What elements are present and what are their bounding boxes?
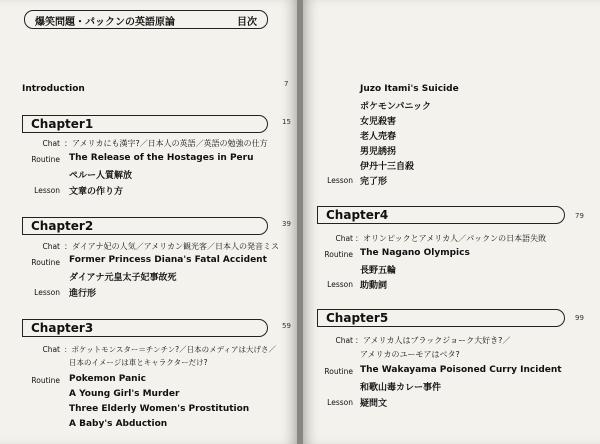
chapter4-routine-en: The Nagano Olympics xyxy=(360,248,470,258)
toc-label: 目次 xyxy=(237,17,257,28)
chapter2-routine-en: Former Princess Diana's Fatal Accident xyxy=(69,255,267,265)
continued-routine-jp-1: ポケモンパニック xyxy=(360,102,432,112)
chapter3-routine-label: Routine xyxy=(31,376,60,385)
chapter5-routine-en: The Wakayama Poisoned Curry Incident xyxy=(360,365,562,375)
chapter3-label: Chapter3 xyxy=(31,321,94,335)
continued-routine-jp-3: 老人売春 xyxy=(360,132,397,142)
continued-routine-en-1: Juzo Itami's Suicide xyxy=(360,84,459,94)
chapter5-routine-label: Routine xyxy=(324,367,353,376)
chapter1-routine-jp: ペルー人質解放 xyxy=(69,171,133,181)
chapter5-label: Chapter5 xyxy=(326,311,389,325)
chapter5-lesson-label: Lesson xyxy=(327,398,353,407)
chapter2-heading xyxy=(22,217,268,235)
chapter5-lesson: 疑問文 xyxy=(360,399,388,409)
chapter2-chat-label: Chat xyxy=(42,242,60,251)
running-header xyxy=(24,10,268,29)
left-page xyxy=(0,0,297,444)
chapter2-page: 39 xyxy=(282,220,291,228)
right-page xyxy=(303,0,600,444)
chapter5-chat-line1: ：アメリカ人はブラックジョーク大好き?／ xyxy=(355,336,511,345)
chapter3-chat-label: Chat xyxy=(42,345,60,354)
chapter5-chat-line2: アメリカのユーモアはベタ? xyxy=(360,350,460,359)
chapter4-routine-label: Routine xyxy=(324,250,353,259)
chapter2-routine-label: Routine xyxy=(31,258,60,267)
chapter3-heading xyxy=(22,319,268,337)
chapter3-routine-4: A Baby's Abduction xyxy=(69,419,168,429)
chapter1-routine-en: The Release of the Hostages in Peru xyxy=(69,153,254,163)
chapter1-chat: ：アメリカにも漢字?／日本人の英語／英語の勉強の仕方 xyxy=(64,139,268,148)
chapter3-page: 59 xyxy=(282,322,291,330)
continued-routine-jp-2: 女児殺害 xyxy=(360,117,397,127)
chapter1-heading xyxy=(22,115,268,133)
chapter3-chat-line2: 日本のイメージは車とキャラクターだけ? xyxy=(69,358,208,367)
chapter4-chat-label: Chat xyxy=(335,234,353,243)
chapter2-routine-jp: ダイアナ元皇太子妃事故死 xyxy=(69,273,177,283)
chapter2-lesson-label: Lesson xyxy=(34,288,60,297)
chapter1-lesson-label: Lesson xyxy=(34,186,60,195)
continued-routine-jp-4: 男児誘拐 xyxy=(360,147,397,157)
chapter1-page: 15 xyxy=(282,118,291,126)
chapter4-lesson: 助動詞 xyxy=(360,281,388,291)
chapter4-page: 79 xyxy=(575,212,584,220)
introduction-label: Introduction xyxy=(22,84,85,94)
chapter1-lesson: 文章の作り方 xyxy=(69,187,124,197)
chapter3-routine-1: Pokemon Panic xyxy=(69,374,146,384)
chapter2-lesson: 進行形 xyxy=(69,289,97,299)
chapter1-routine-label: Routine xyxy=(31,155,60,164)
chapter3-routine-3: Three Elderly Women's Prostitution xyxy=(69,404,250,414)
chapter2-label: Chapter2 xyxy=(31,219,94,233)
chapter4-routine-jp: 長野五輪 xyxy=(360,266,397,276)
chapter4-lesson-label: Lesson xyxy=(327,280,353,289)
chapter3-chat-line1: ：ポケットモンスター＝チンチン?／日本のメディアは大げさ／ xyxy=(64,345,277,354)
chapter5-page: 99 xyxy=(575,314,584,322)
chapter2-chat: ：ダイアナ妃の人気／アメリカン観光客／日本人の発音ミス xyxy=(64,242,280,251)
introduction-page: 7 xyxy=(284,80,289,88)
book-title: 爆笑問題・パックンの英語原論 xyxy=(35,17,175,28)
chapter4-label: Chapter4 xyxy=(326,208,389,222)
continued-routine-jp-5: 伊丹十三自殺 xyxy=(360,162,415,172)
chapter5-chat-label: Chat xyxy=(335,336,353,345)
chapter3-routine-2: A Young Girl's Murder xyxy=(69,389,180,399)
chapter5-routine-jp: 和歌山毒カレー事件 xyxy=(360,383,442,393)
chapter1-label: Chapter1 xyxy=(31,117,94,131)
chapter4-chat: ：オリンピックとアメリカ人／パックンの日本語失敗 xyxy=(355,234,547,243)
continued-lesson-label: Lesson xyxy=(327,176,353,185)
chapter4-heading xyxy=(317,206,565,224)
continued-lesson: 完了形 xyxy=(360,177,388,187)
chapter5-heading xyxy=(317,309,565,327)
chapter1-chat-label: Chat xyxy=(42,139,60,148)
